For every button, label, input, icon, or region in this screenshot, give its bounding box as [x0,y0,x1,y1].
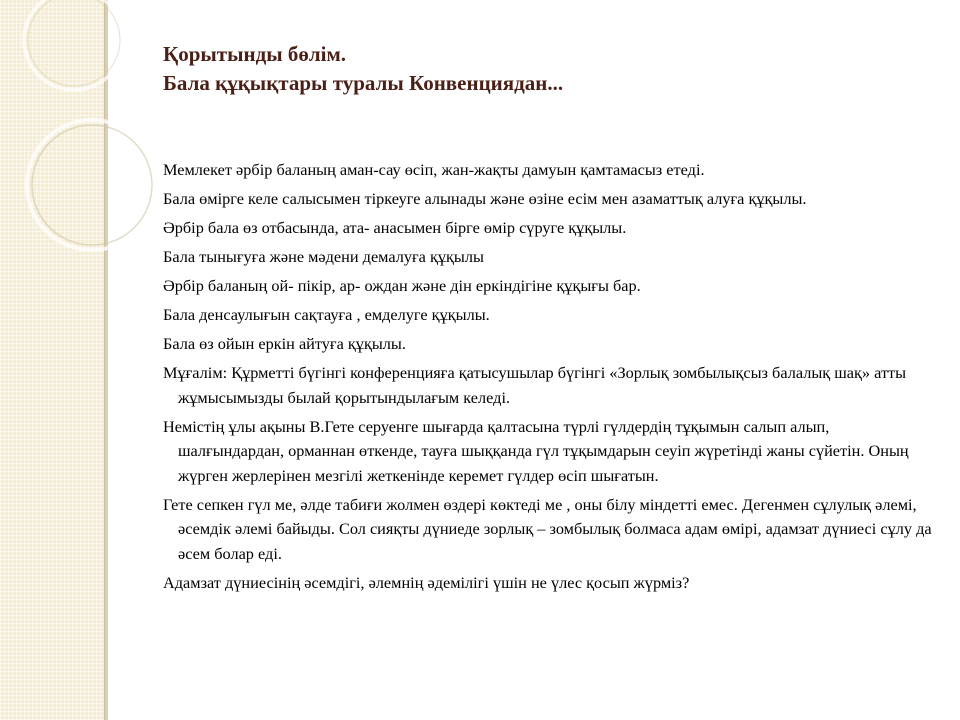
paragraph: Бала өз ойын еркін айтуға құқылы. [163,334,406,353]
paragraph: Мұғалім: Құрметті бүгінгі конференцияға қатысушылар бүгінгі «Зорлық зомбылықсыз балалық шақ» атты жұмысымызды былай қорытындылағым келеді. [163,363,907,407]
paragraph: Әрбір баланың ой- пікір, ар- ождан және дін еркіндігіне құқығы бар. [163,276,641,295]
paragraph: Әрбір бала өз отбасында, ата- анасымен бірге өмір сүруге құқылы. [163,218,627,237]
slide-title [163,40,923,98]
paragraph: Бала тынығуға және мәдени демалуға құқылы [163,247,484,266]
paragraph: Немістің ұлы ақыны В.Гете серуенге шығарда қалтасына түрлі гүлдердің тұқымын салып алып, шалғындардан, орманнан өткенде, тауға шыққанда гүл тұқымдарын сеуіп жүретінді жаны сүйетін. Оның жүрген жерлерінен мезгілі жеткенінде керемет гүлдер өсіп шығатын. [163,416,909,485]
paragraph: Гете сепкен гүл ме, әлде табиғи жолмен өздері көктеді ме , оны білу міндетті емес. Дегенмен сұлулық әлемі, әсемдік әлемі байыды. Сол сияқты дүниеде зорлық – зомбылық болмаса адам өмірі, адамзат дүниесі сұлу да әсем болар еді. [163,494,932,563]
paragraph: Мемлекет әрбір баланың аман-сау өсіп, жан-жақты дамуын қамтамасыз етеді. [163,160,705,179]
title-line-1: Қорытынды бөлім. [163,42,347,66]
title-line-2: Бала құқықтары туралы Конвенциядан... [163,71,564,95]
paragraph: Адамзат дүниесінің әсемдігі, әлемнің әдемілігі үшін не үлес қосып жүрміз? [163,572,690,592]
slide-body [163,158,933,600]
decorative-circles [0,0,160,260]
paragraph: Бала денсаулығын сақтауға , емделуге құқылы. [163,305,490,324]
paragraph: Бала өмірге келе салысымен тіркеуге алынады және өзіне есім мен азаматтық алуға құқылы. [163,189,807,208]
